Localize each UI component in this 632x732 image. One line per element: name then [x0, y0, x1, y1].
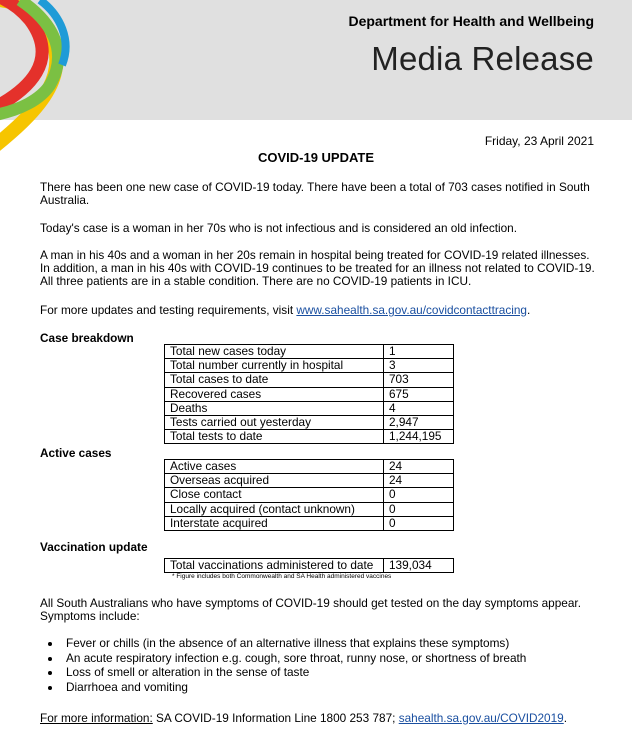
row-label: Close contact — [165, 488, 384, 502]
sahealth-covid-link[interactable]: sahealth.sa.gov.au/COVID2019 — [398, 711, 564, 725]
row-value: 703 — [384, 373, 454, 387]
row-value: 139,034 — [384, 559, 454, 573]
covid-contact-tracing-link[interactable]: www.sahealth.sa.gov.au/covidcontacttracing — [296, 303, 527, 317]
page-title: COVID-19 UPDATE — [257, 150, 375, 165]
row-label: Recovered cases — [165, 387, 384, 401]
release-date: Friday, 23 April 2021 — [484, 134, 594, 148]
table-row — [165, 415, 454, 429]
table-row — [165, 559, 454, 573]
row-label: Overseas acquired — [165, 474, 384, 488]
table-row — [165, 345, 454, 359]
table-row — [165, 387, 454, 401]
table-row — [165, 373, 454, 387]
symptoms-intro: All South Australians who have symptoms of COVID-19 should get tested on the day symptoms appear. Symptoms include: — [40, 596, 581, 623]
table-row — [165, 516, 454, 530]
media-release-heading: Media Release — [371, 40, 594, 77]
more-updates-suffix: . — [526, 303, 531, 317]
table-row — [165, 460, 454, 474]
row-label: Interstate acquired — [165, 516, 384, 530]
list-item: • An acute respiratory infection e.g. cough, sore throat, runny nose, or shortness of breath — [62, 651, 526, 666]
row-label: Locally acquired (contact unknown) — [165, 502, 384, 516]
table-row — [165, 474, 454, 488]
row-label: Total cases to date — [165, 373, 384, 387]
paragraph-total-cases: There has been one new case of COVID-19 today. There have been a total of 703 cases notified in South Australia. — [40, 180, 590, 207]
list-item: • Fever or chills (in the absence of an alternative illness that explains these symptoms) — [62, 636, 526, 651]
row-value: 1 — [384, 345, 454, 359]
row-value: 4 — [384, 401, 454, 415]
row-label: Active cases — [165, 460, 384, 474]
table-row — [165, 488, 454, 502]
more-info-suffix: . — [563, 711, 568, 725]
sa-health-ribbon-logo — [0, 0, 90, 200]
symptoms-list — [40, 636, 526, 694]
department-name: Department for Health and Wellbeing — [348, 13, 594, 29]
table-row — [165, 502, 454, 516]
more-info-label: For more information: — [40, 711, 153, 725]
vaccination-table — [164, 558, 454, 573]
case-breakdown-table — [164, 344, 454, 444]
paragraph-hospital: A man in his 40s and a woman in her 20s remain in hospital being treated for COVID-19 related illnesses. In addition, a man in his 40s with COVID-19 continues to be treated for an illness not related to COVID-19. All three patients are in a stable condition. There are no COVID-19 patients in ICU. — [40, 248, 595, 288]
row-label: Total new cases today — [165, 345, 384, 359]
row-value: 1,244,195 — [384, 430, 454, 444]
active-cases-heading: Active cases — [40, 446, 112, 460]
info-line-text: SA COVID-19 Information Line 1800 253 787; — [152, 711, 399, 725]
table-row — [165, 401, 454, 415]
row-label: Total tests to date — [165, 430, 384, 444]
more-information — [40, 711, 567, 725]
row-value: 2,947 — [384, 415, 454, 429]
active-cases-table — [164, 459, 454, 531]
row-value: 24 — [384, 460, 454, 474]
vaccination-heading: Vaccination update — [40, 540, 148, 554]
paragraph-more-updates — [40, 304, 600, 317]
row-label: Tests carried out yesterday — [165, 415, 384, 429]
list-item: • Diarrhoea and vomiting — [62, 680, 526, 695]
row-label: Total number currently in hospital — [165, 359, 384, 373]
table-row — [165, 430, 454, 444]
row-value: 0 — [384, 502, 454, 516]
row-value: 24 — [384, 474, 454, 488]
list-item: • Loss of smell or alteration in the sense of taste — [62, 665, 526, 680]
row-label: Deaths — [165, 401, 384, 415]
table-row — [165, 359, 454, 373]
row-value: 675 — [384, 387, 454, 401]
row-value: 0 — [384, 488, 454, 502]
paragraph-todays-case: Today's case is a woman in her 70s who is not infectious and is considered an old infection. — [40, 221, 518, 235]
row-value: 0 — [384, 516, 454, 530]
more-updates-text: For more updates and testing requirements, visit — [40, 303, 297, 317]
case-breakdown-heading: Case breakdown — [40, 331, 134, 345]
row-label: Total vaccinations administered to date — [165, 559, 384, 573]
row-value: 3 — [384, 359, 454, 373]
vaccination-footnote: * Figure includes both Commonwealth and SA Health administered vaccines — [172, 573, 392, 580]
